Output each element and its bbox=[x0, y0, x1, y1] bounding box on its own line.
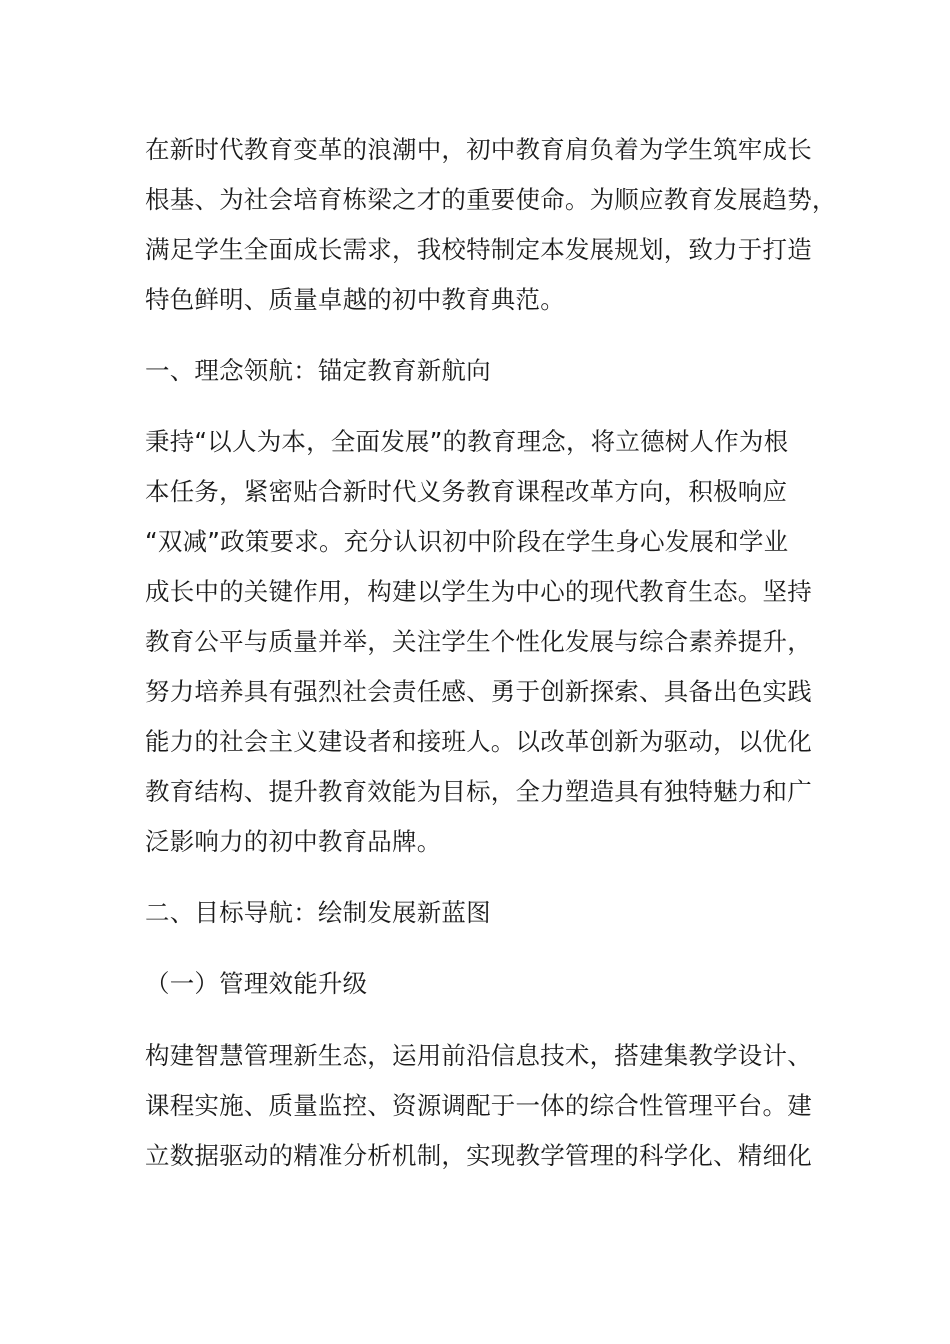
text-line: 特色鲜明、质量卓越的初中教育典范。 bbox=[145, 285, 565, 314]
section-heading: 二、目标导航：绘制发展新蓝图 bbox=[145, 898, 491, 927]
text-line: 教育结构、提升教育效能为目标，全力塑造具有独特魅力和广 bbox=[145, 777, 812, 806]
text-line: 在新时代教育变革的浪潮中，初中教育肩负着为学生筑牢成长 bbox=[145, 135, 812, 164]
text-line: 秉持“以人为本，全面发展”的教育理念，将立德树人作为根 bbox=[145, 427, 789, 456]
text-line: 泛影响力的初中教育品牌。 bbox=[145, 827, 442, 856]
text-line: 努力培养具有强烈社会责任感、勇于创新探索、具备出色实践 bbox=[145, 677, 812, 706]
text-line: 构建智慧管理新生态，运用前沿信息技术，搭建集教学设计、 bbox=[145, 1041, 812, 1070]
text-line: 成长中的关键作用，构建以学生为中心的现代教育生态。坚持 bbox=[145, 577, 812, 606]
subsection-heading: （一）管理效能升级 bbox=[145, 969, 368, 998]
text-line: 满足学生全面成长需求，我校特制定本发展规划，致力于打造 bbox=[145, 235, 812, 264]
text-line: 教育公平与质量并举，关注学生个性化发展与综合素养提升， bbox=[145, 627, 812, 656]
text-line: “双减”政策要求。充分认识初中阶段在学生身心发展和学业 bbox=[145, 527, 789, 556]
text-line: 立数据驱动的精准分析机制，实现教学管理的科学化、精细化 bbox=[145, 1141, 812, 1170]
text-line: 能力的社会主义建设者和接班人。以改革创新为驱动，以优化 bbox=[145, 727, 812, 756]
text-line: 本任务，紧密贴合新时代义务教育课程改革方向，积极响应 bbox=[145, 477, 788, 506]
text-line: 课程实施、质量监控、资源调配于一体的综合性管理平台。建 bbox=[145, 1091, 812, 1120]
text-line: 根基、为社会培育栋梁之才的重要使命。为顺应教育发展趋势， bbox=[145, 185, 837, 214]
section-heading: 一、理念领航：锚定教育新航向 bbox=[145, 356, 491, 385]
